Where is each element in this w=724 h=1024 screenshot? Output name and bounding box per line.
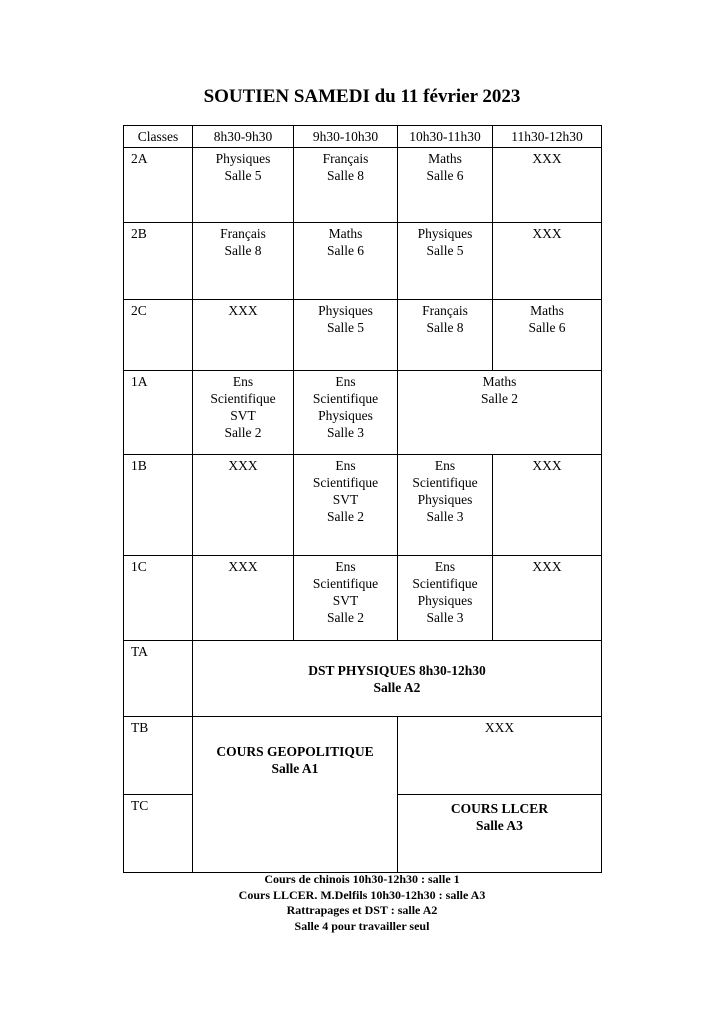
cell-1A-slot3-4 (398, 371, 602, 455)
cell-line: Salle 3 (426, 610, 464, 625)
class-label: TC (124, 795, 193, 873)
cell-line: XXX (532, 559, 562, 574)
cell-line: Ens (335, 559, 356, 574)
cell-1C-slot4 (493, 556, 602, 641)
cell-2B-slot2 (294, 223, 398, 300)
cell-line: Maths (530, 303, 564, 318)
cell-line: Physiques (417, 492, 473, 507)
cell-line: Salle 5 (426, 243, 464, 258)
header-row (124, 126, 602, 148)
cell-1A-slot1 (193, 371, 294, 455)
cell-2B-slot3 (398, 223, 493, 300)
cell-line: Ens (434, 559, 456, 574)
row-2C (124, 300, 602, 371)
cell-line: Salle 6 (528, 320, 566, 335)
cell-line: Maths (428, 151, 462, 166)
header-slot-1: 8h30-9h30 (193, 126, 294, 148)
class-label: 2A (124, 148, 193, 223)
cell-line: Salle 6 (426, 168, 464, 183)
cell-line: COURS LLCER (450, 801, 549, 816)
cell-line: Salle A3 (476, 818, 523, 833)
cell-line: Salle 2 (224, 425, 262, 440)
cell-line: XXX (228, 458, 258, 473)
cell-1B-slot1 (193, 455, 294, 556)
cell-line: Salle 2 (326, 509, 365, 524)
page-title: SOUTIEN SAMEDI du 11 février 2023 (203, 86, 521, 107)
cell-line: Scientifique (412, 475, 478, 490)
cell-line: Physiques (215, 151, 271, 166)
class-label: 1A (124, 371, 193, 455)
cell-TC-llcer (398, 795, 602, 873)
cell-1A-slot2 (294, 371, 398, 455)
cell-line: Salle 6 (326, 243, 365, 258)
header-slot-2: 9h30-10h30 (294, 126, 398, 148)
cell-TA-dst (193, 641, 602, 717)
cell-line: SVT (332, 593, 359, 608)
cell-2C-slot4 (493, 300, 602, 371)
cell-line: Ens (335, 458, 356, 473)
cell-line: XXX (532, 226, 562, 241)
cell-line: Physiques (417, 226, 473, 241)
row-TB (124, 717, 602, 795)
cell-line: Salle 5 (326, 320, 365, 335)
cell-line: Salle 8 (426, 320, 464, 335)
footer-note: Rattrapages et DST : salle A2 (286, 903, 438, 917)
cell-2B-slot1 (193, 223, 294, 300)
cell-2C-slot2 (294, 300, 398, 371)
cell-line: Salle 8 (224, 243, 262, 258)
cell-2A-slot4 (493, 148, 602, 223)
cell-1B-slot3 (398, 455, 493, 556)
cell-2A-slot2 (294, 148, 398, 223)
cell-line: Scientifique (412, 576, 478, 591)
cell-line: Salle A1 (271, 760, 319, 776)
row-1B (124, 455, 602, 556)
cell-line: Français (322, 151, 369, 166)
cell-line: XXX (532, 151, 562, 166)
cell-TB-TC-geopolitique (193, 717, 398, 873)
cell-line: XXX (228, 559, 258, 574)
footer-note: Cours de chinois 10h30-12h30 : salle 1 (264, 872, 460, 886)
schedule-table (123, 125, 602, 873)
class-label: 2C (124, 300, 193, 371)
row-TA (124, 641, 602, 717)
cell-line: Scientifique (210, 391, 276, 406)
cell-1B-slot2 (294, 455, 398, 556)
cell-line: Salle A2 (373, 679, 421, 695)
class-label: TB (124, 717, 193, 795)
cell-2A-slot3 (398, 148, 493, 223)
cell-line: Scientifique (312, 391, 379, 406)
class-label: 1B (124, 455, 193, 556)
footer-note: Salle 4 pour travailler seul (294, 918, 430, 933)
cell-TB-right (398, 717, 602, 795)
cell-line: Ens (434, 458, 456, 473)
class-label: 2B (124, 223, 193, 300)
cell-line: Ens (335, 374, 356, 389)
cell-line: Salle 5 (224, 168, 262, 183)
cell-line: Physiques (417, 593, 473, 608)
cell-line: Maths (328, 226, 363, 241)
footer-note: Cours LLCER. M.Delfils 10h30-12h30 : salle A3 (238, 887, 486, 902)
cell-line: XXX (228, 303, 258, 318)
header-classes: Classes (124, 126, 193, 148)
row-2A (124, 148, 602, 223)
cell-1B-slot4 (493, 455, 602, 556)
cell-line: Salle 8 (326, 168, 365, 183)
cell-1C-slot3 (398, 556, 493, 641)
cell-line: DST PHYSIQUES 8h30-12h30 (308, 662, 486, 678)
cell-line: COURS GEOPOLITIQUE (216, 743, 374, 759)
cell-line: Physiques (318, 303, 373, 318)
cell-line: SVT (230, 408, 256, 423)
cell-line: Français (422, 303, 468, 318)
cell-line: Salle 2 (480, 391, 519, 406)
cell-line: Salle 3 (426, 509, 464, 524)
cell-line: Ens (232, 374, 254, 389)
cell-line: Français (220, 226, 266, 241)
row-1A (124, 371, 602, 455)
cell-line: Physiques (318, 408, 373, 423)
cell-line: Scientifique (312, 576, 379, 591)
cell-line: Scientifique (312, 475, 379, 490)
cell-1C-slot2 (294, 556, 398, 641)
cell-1C-slot1 (193, 556, 294, 641)
class-label: 1C (124, 556, 193, 641)
cell-2B-slot4 (493, 223, 602, 300)
cell-line: Salle 3 (326, 425, 365, 440)
header-slot-4: 11h30-12h30 (493, 126, 602, 148)
cell-line: Maths (482, 374, 517, 389)
cell-2C-slot3 (398, 300, 493, 371)
header-slot-3: 10h30-11h30 (398, 126, 493, 148)
cell-2C-slot1 (193, 300, 294, 371)
cell-line: Salle 2 (326, 610, 365, 625)
row-2B (124, 223, 602, 300)
footer-notes (0, 872, 724, 934)
cell-line: XXX (532, 458, 562, 473)
cell-line: XXX (484, 720, 515, 735)
class-label: TA (124, 641, 193, 717)
cell-line: SVT (332, 492, 359, 507)
row-1C (124, 556, 602, 641)
cell-2A-slot1 (193, 148, 294, 223)
